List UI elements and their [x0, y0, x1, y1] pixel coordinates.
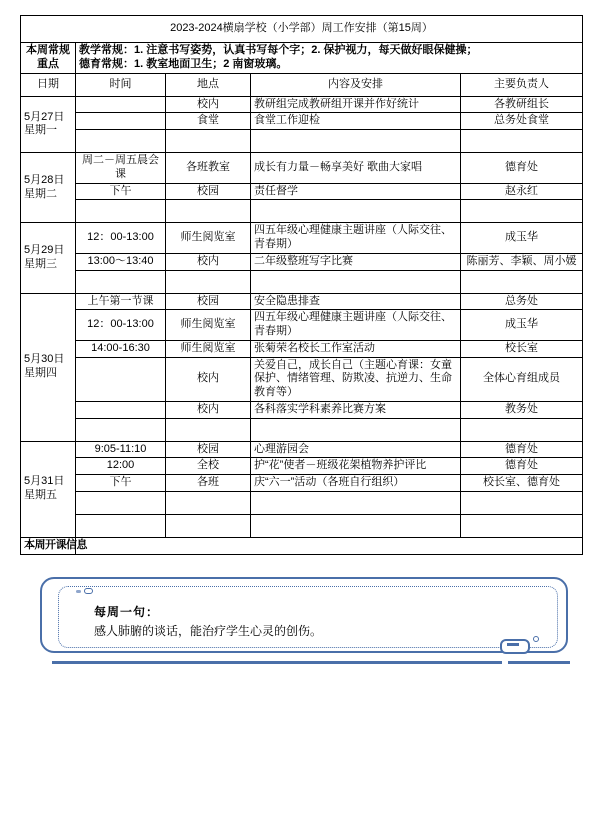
focus-row [21, 43, 583, 74]
content-cell: 各科落实学科素养比赛方案 [251, 401, 461, 418]
place-cell [166, 130, 251, 153]
place-cell: 校园 [166, 183, 251, 200]
content-cell: 心理游园会 [251, 441, 461, 458]
content-cell: 食堂工作迎检 [251, 113, 461, 130]
time-cell [76, 270, 166, 293]
focus-line-moral: 德育常规：1. 教室地面卫生；2 南窗玻璃。 [79, 57, 288, 70]
weekly-quote-callout [40, 577, 570, 665]
page-title: 2023-2024横扇学校（小学部）周工作安排（第15周） [21, 16, 583, 43]
table-row [21, 475, 583, 492]
time-cell: 上午第一节课 [76, 293, 166, 310]
time-cell [76, 514, 166, 537]
column-header-responsible: 主要负责人 [461, 73, 583, 96]
responsible-cell [461, 130, 583, 153]
place-cell: 校园 [166, 293, 251, 310]
table-row [21, 458, 583, 475]
place-cell [166, 491, 251, 514]
callout-bubble-decor-icon [84, 588, 93, 594]
date-cell: 5月31日 星期五 [21, 441, 76, 537]
callout-body: 感人肺腑的谈话，能治疗学生心灵的创伤。 [94, 623, 323, 638]
table-row [21, 130, 583, 153]
time-cell [76, 418, 166, 441]
callout-text-block [94, 603, 322, 641]
footer-label: 本周开课信息 [21, 537, 76, 554]
table-row [21, 514, 583, 537]
content-cell [251, 418, 461, 441]
table-row [21, 270, 583, 293]
content-cell: 护“花”使者－班级花架植物养护评比 [251, 458, 461, 475]
time-cell: 14:00-16:30 [76, 340, 166, 357]
responsible-cell [461, 491, 583, 514]
content-cell: 四五年级心理健康主题讲座（人际交往、青春期） [251, 310, 461, 341]
table-row [21, 200, 583, 223]
responsible-cell [461, 418, 583, 441]
place-cell: 各班 [166, 475, 251, 492]
content-cell: 张菊荣名校长工作室活动 [251, 340, 461, 357]
content-cell: 成长有力量－畅享美好 歌曲大家唱 [251, 153, 461, 184]
place-cell: 校内 [166, 357, 251, 401]
time-cell: 下午 [76, 183, 166, 200]
responsible-cell: 全体心育组成员 [461, 357, 583, 401]
content-cell: 四五年级心理健康主题讲座（人际交往、青春期） [251, 223, 461, 254]
table-row [21, 253, 583, 270]
responsible-cell: 各教研组长 [461, 96, 583, 113]
column-header-content: 内容及安排 [251, 73, 461, 96]
place-cell: 校园 [166, 441, 251, 458]
responsible-cell: 赵永红 [461, 183, 583, 200]
place-cell: 校内 [166, 96, 251, 113]
table-row [21, 183, 583, 200]
place-cell: 师生阅览室 [166, 223, 251, 254]
callout-tail-dot-icon [533, 636, 539, 642]
responsible-cell: 总务处 [461, 293, 583, 310]
table-row [21, 113, 583, 130]
callout-underline-right [508, 661, 570, 664]
column-header-time: 时间 [76, 73, 166, 96]
callout-tail-pill-icon [500, 639, 530, 654]
time-cell: 13:00～13:40 [76, 253, 166, 270]
content-cell [251, 491, 461, 514]
place-cell [166, 514, 251, 537]
content-cell [251, 130, 461, 153]
place-cell [166, 418, 251, 441]
content-cell: 庆“六一”活动（各班自行组织） [251, 475, 461, 492]
table-row [21, 340, 583, 357]
date-cell: 5月30日 星期四 [21, 293, 76, 441]
responsible-cell: 德育处 [461, 153, 583, 184]
day-rows-container [21, 96, 583, 537]
content-cell [251, 270, 461, 293]
content-cell: 二年级整班写字比赛 [251, 253, 461, 270]
responsible-cell [461, 514, 583, 537]
table-row [21, 357, 583, 401]
footer-value [76, 537, 583, 554]
responsible-cell: 校长室 [461, 340, 583, 357]
focus-label: 本周常规重点 [21, 43, 76, 74]
schedule-body [21, 16, 583, 97]
table-row [21, 491, 583, 514]
content-cell: 责任督学 [251, 183, 461, 200]
content-cell [251, 200, 461, 223]
column-header-place: 地点 [166, 73, 251, 96]
time-cell: 下午 [76, 475, 166, 492]
table-row [21, 401, 583, 418]
footer-row [21, 537, 583, 554]
table-row [21, 293, 583, 310]
date-cell: 5月28日 星期二 [21, 153, 76, 223]
table-row [21, 153, 583, 184]
responsible-cell: 德育处 [461, 458, 583, 475]
place-cell: 各班教室 [166, 153, 251, 184]
weekly-schedule-table [20, 15, 583, 555]
date-cell: 5月29日 星期三 [21, 223, 76, 293]
table-row [21, 441, 583, 458]
column-header-date: 日期 [21, 73, 76, 96]
table-row [21, 310, 583, 341]
time-cell: 12：00-13:00 [76, 223, 166, 254]
time-cell [76, 130, 166, 153]
responsible-cell: 教务处 [461, 401, 583, 418]
responsible-cell: 陈丽芳、李颖、周小媛 [461, 253, 583, 270]
callout-underline-left [52, 661, 502, 664]
responsible-cell: 总务处食堂 [461, 113, 583, 130]
content-cell: 关爱自己，成长自己（主题心育课：女童保护、情绪管理、防欺凌、抗逆力、生命教育等） [251, 357, 461, 401]
time-cell [76, 401, 166, 418]
table-row [21, 418, 583, 441]
title-row [21, 16, 583, 43]
focus-body [76, 43, 583, 74]
place-cell: 食堂 [166, 113, 251, 130]
time-cell [76, 200, 166, 223]
column-header-row [21, 73, 583, 96]
responsible-cell [461, 270, 583, 293]
responsible-cell: 德育处 [461, 441, 583, 458]
place-cell: 师生阅览室 [166, 340, 251, 357]
time-cell: 12:00 [76, 458, 166, 475]
place-cell [166, 200, 251, 223]
time-cell [76, 96, 166, 113]
table-row [21, 96, 583, 113]
place-cell [166, 270, 251, 293]
content-cell: 教研组完成教研组开课并作好统计 [251, 96, 461, 113]
date-cell: 5月27日 星期一 [21, 96, 76, 153]
time-cell: 9:05-11:10 [76, 441, 166, 458]
responsible-cell: 成玉华 [461, 310, 583, 341]
focus-line-teaching: 教学常规：1. 注意书写姿势，认真书写每个字；2. 保护视力，每天做好眼保健操； [79, 44, 478, 56]
time-cell: 周二－周五晨会课 [76, 153, 166, 184]
time-cell [76, 113, 166, 130]
time-cell [76, 491, 166, 514]
place-cell: 全校 [166, 458, 251, 475]
place-cell: 师生阅览室 [166, 310, 251, 341]
content-cell: 安全隐患排查 [251, 293, 461, 310]
place-cell: 校内 [166, 401, 251, 418]
time-cell: 12：00-13:00 [76, 310, 166, 341]
time-cell [76, 357, 166, 401]
callout-title: 每周一句： [94, 604, 160, 619]
callout-dash-decor-icon [76, 590, 81, 593]
responsible-cell: 校长室、德育处 [461, 475, 583, 492]
responsible-cell [461, 200, 583, 223]
table-row [21, 223, 583, 254]
content-cell [251, 514, 461, 537]
place-cell: 校内 [166, 253, 251, 270]
responsible-cell: 成玉华 [461, 223, 583, 254]
